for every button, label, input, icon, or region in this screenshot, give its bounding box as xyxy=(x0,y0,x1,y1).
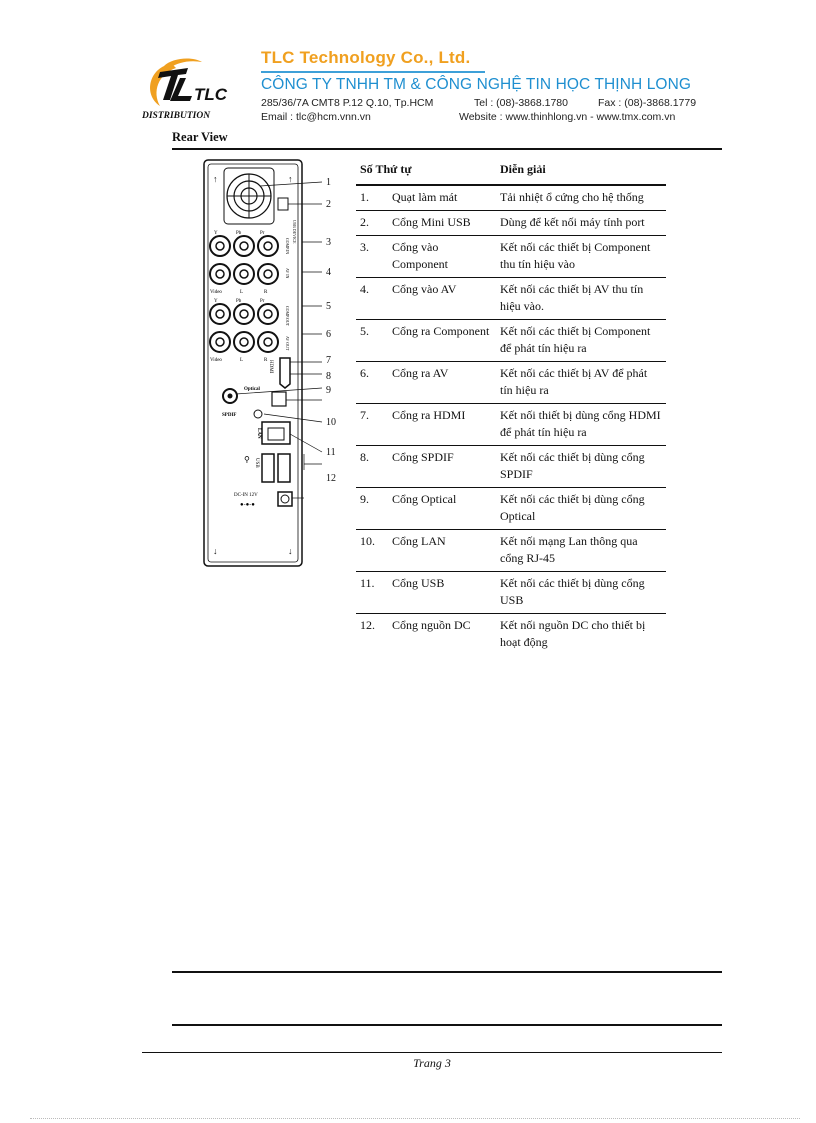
svg-text:USB: USB xyxy=(254,458,259,468)
audio-jack-icon xyxy=(254,410,262,418)
callout-8: 8 xyxy=(326,371,331,382)
callout-2: 2 xyxy=(326,199,331,210)
callout-6: 6 xyxy=(326,329,331,340)
company-tel: Tel : (08)-3868.1780 xyxy=(474,97,568,109)
av-in-jacks-icon xyxy=(210,264,278,284)
screw-bottom-right-icon: ↓ xyxy=(288,546,293,556)
svg-text:R: R xyxy=(264,358,268,363)
table-row: 2. Cổng Mini USB Dùng để kết nối máy tính port xyxy=(356,211,666,236)
device-rear-view-diagram xyxy=(200,158,350,576)
footer-rule-1 xyxy=(172,971,722,973)
callout-11: 11 xyxy=(326,447,336,458)
svg-text:●-●-●: ●-●-● xyxy=(240,502,255,508)
svg-text:Y: Y xyxy=(214,231,218,236)
table-row: 11. Cổng USB Kết nối các thiết bị dùng cổng USB xyxy=(356,572,666,614)
callout-5: 5 xyxy=(326,301,331,312)
table-row: 6. Cổng ra AV Kết nối các thiết bị AV để phát tín hiệu ra xyxy=(356,362,666,404)
svg-text:R: R xyxy=(264,290,268,295)
svg-text:Video: Video xyxy=(210,290,222,295)
page-number: Trang 3 xyxy=(413,1056,451,1070)
av-out-jacks-icon xyxy=(210,332,278,352)
component-out-jacks-icon xyxy=(210,304,278,324)
table-row: 1. Quạt làm mát Tải nhiệt ổ cứng cho hệ thống xyxy=(356,185,666,211)
screw-top-left-icon: ↑ xyxy=(213,174,218,184)
screw-bottom-left-icon: ↓ xyxy=(213,546,218,556)
table-row: 10. Cổng LAN Kết nối mạng Lan thông qua cổng RJ-45 xyxy=(356,530,666,572)
usb-symbol-icon: ⚲ xyxy=(244,455,250,464)
svg-text:AV IN: AV IN xyxy=(285,268,290,279)
svg-text:L: L xyxy=(240,290,244,295)
page-bottom-dotted-border xyxy=(30,1118,800,1119)
logo-distribution-text: DISTRIBUTION xyxy=(142,111,211,121)
page-footer-line xyxy=(142,1052,722,1053)
screw-top-right-icon: ↑ xyxy=(288,174,293,184)
svg-text:Pb: Pb xyxy=(236,231,242,236)
callout-4: 4 xyxy=(326,267,331,278)
svg-text:COMP.OUT: COMP.OUT xyxy=(285,306,290,327)
callout-3: 3 xyxy=(326,237,331,248)
svg-text:USB DEVICE: USB DEVICE xyxy=(292,220,297,244)
company-fax: Fax : (08)-3868.1779 xyxy=(598,97,697,109)
table-row: 3. Cổng vào Component Kết nối các thiết bị Component thu tín hiệu vào xyxy=(356,236,666,278)
company-website: Website : www.thinhlong.vn - www.tmx.com.vn xyxy=(459,111,676,123)
table-row: 9. Cổng Optical Kết nối các thiết bị dùng cổng Optical xyxy=(356,488,666,530)
company-address: 285/36/7A CMT8 P.12 Q.10, Tp.HCM xyxy=(261,97,434,109)
svg-text:AV OUT: AV OUT xyxy=(285,336,290,351)
callout-7: 7 xyxy=(326,355,331,366)
company-name-en: TLC Technology Co., Ltd. xyxy=(261,48,471,67)
svg-text:SPDIF: SPDIF xyxy=(222,413,237,418)
footer-rule-2 xyxy=(172,1024,722,1026)
callout-10: 10 xyxy=(326,417,336,428)
company-name-vn: CÔNG TY TNHH TM & CÔNG NGHỆ TIN HỌC THỊNH LONG xyxy=(261,76,692,93)
svg-text:Optical: Optical xyxy=(244,387,260,392)
svg-text:DC-IN 12V: DC-IN 12V xyxy=(234,493,258,498)
table-row: 12. Cổng nguồn DC Kết nối nguồn DC cho thiết bị hoạt động xyxy=(360,618,646,649)
svg-text:LAN: LAN xyxy=(256,428,261,439)
svg-text:L: L xyxy=(240,358,244,363)
column-header-number: Số Thứ tự xyxy=(356,158,496,185)
svg-text:COMP.IN: COMP.IN xyxy=(285,238,290,255)
header-rule xyxy=(172,148,722,150)
logo-orange-swoosh-top xyxy=(164,59,202,68)
port-description-table xyxy=(356,158,666,655)
callout-9: 9 xyxy=(326,385,331,396)
svg-text:Pb: Pb xyxy=(236,299,242,304)
table-row: 4. Cổng vào AV Kết nối các thiết bị AV thu tín hiệu vào. xyxy=(356,278,666,320)
table-row: 7. Cổng ra HDMI Kết nối thiết bị dùng cổng HDMI để phát tín hiệu ra xyxy=(356,404,666,446)
component-in-jacks-icon xyxy=(210,236,278,256)
svg-text:Video: Video xyxy=(210,358,222,363)
callout-1: 1 xyxy=(326,177,331,188)
table-row: 5. Cổng ra Component Kết nối các thiết bị Component để phát tín hiệu ra xyxy=(356,320,666,362)
table-row: 8. Cổng SPDIF Kết nối các thiết bị dùng cổng SPDIF xyxy=(356,446,666,488)
table-header-row xyxy=(356,158,666,185)
svg-text:Y: Y xyxy=(214,299,218,304)
company-name-underline xyxy=(261,71,485,73)
column-header-description: Diễn giải xyxy=(496,158,666,185)
svg-text:HDMI: HDMI xyxy=(268,360,273,374)
svg-text:Pr: Pr xyxy=(260,231,265,236)
company-logo xyxy=(142,54,254,122)
section-title: Rear View xyxy=(172,130,228,144)
company-email: Email : tlc@hcm.vnn.vn xyxy=(261,111,371,123)
callout-12: 12 xyxy=(326,473,336,484)
svg-text:Pr: Pr xyxy=(260,299,265,304)
logo-tlc-text: TLC xyxy=(194,85,228,104)
